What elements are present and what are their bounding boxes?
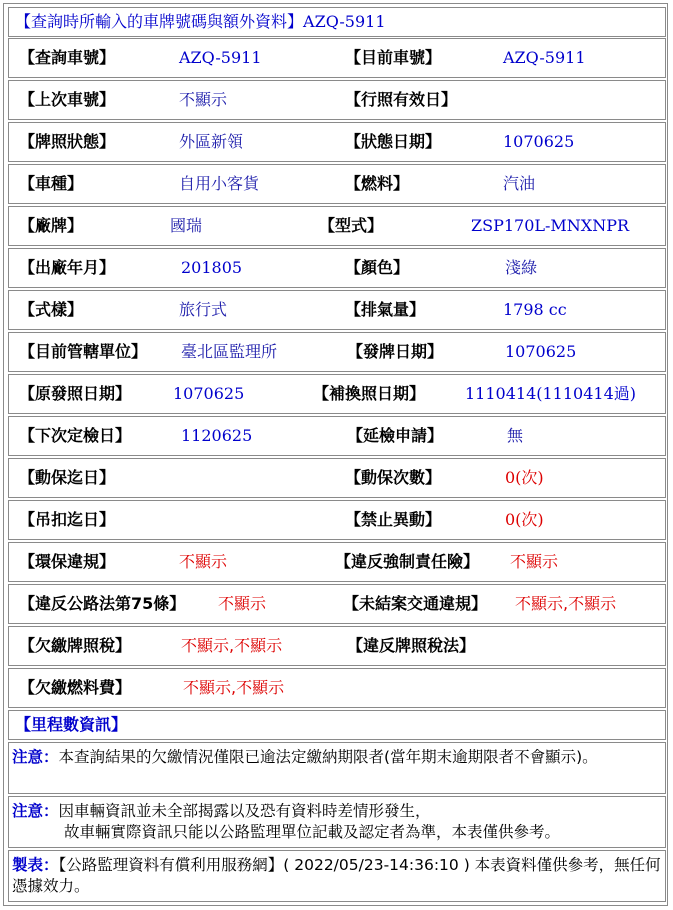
row-query-plate [8, 38, 666, 78]
value-model: ZSP170L-MNXNPR [471, 216, 629, 235]
mileage-section-title: 【里程數資訊】 [15, 715, 128, 734]
note-overdue-text: 本查詢結果的欠繳情況僅限已逾法定繳納期限者(當年期末逾期限者不會顯示)。 [58, 748, 598, 766]
row-suspension-end-date [8, 500, 666, 540]
value-unpaid-license-tax: 不顯示,不顯示 [181, 636, 283, 655]
row-manufacture-date [8, 248, 666, 288]
note-disclaimer-line1: 因車輛資訊並未全部揭露以及恐有資料時差情形發生， [58, 802, 431, 820]
row-brand [8, 206, 666, 246]
note-generated-by-text: 【公路監理資料有償利用服務網】( 2022/05/23-14:36:10 ) 本表資料僅供參考，無任何憑據效力。 [12, 856, 661, 895]
label-model: 【型式】 [319, 216, 384, 235]
row-next-inspection [8, 416, 666, 456]
label-plate-status: 【牌照狀態】 [19, 132, 116, 151]
row-unpaid-license-tax [8, 626, 666, 666]
row-original-issue-date [8, 374, 666, 414]
value-status-date: 1070625 [503, 132, 575, 151]
query-header [8, 7, 666, 37]
value-color: 淺綠 [505, 258, 538, 277]
mileage-section [8, 710, 666, 740]
note-overdue [8, 742, 666, 794]
note-generated-by [8, 850, 666, 902]
value-query-plate: AZQ-5911 [179, 48, 262, 67]
label-license-valid-date: 【行照有效日】 [345, 90, 458, 109]
label-next-inspection: 【下次定檢日】 [19, 426, 132, 445]
value-displacement: 1798 cc [503, 300, 567, 319]
label-suspension-end-date: 【吊扣迄日】 [19, 510, 116, 529]
note-generated-by-label: 製表： [12, 856, 59, 874]
query-header-plate: AZQ-5911 [303, 12, 386, 31]
value-original-issue-date: 1070625 [173, 384, 245, 403]
label-transfer-prohibited: 【禁止異動】 [345, 510, 442, 529]
label-jurisdiction: 【目前管轄單位】 [19, 342, 148, 361]
label-reissue-date: 【補換照日期】 [313, 384, 426, 403]
value-highway-act-violation: 不顯示 [218, 594, 267, 613]
label-body-style: 【式樣】 [19, 300, 84, 319]
value-unpaid-fuel-fee: 不顯示,不顯示 [183, 678, 285, 697]
value-body-style: 旅行式 [179, 300, 228, 319]
label-color: 【顏色】 [345, 258, 410, 277]
label-insurance-violation: 【違反強制責任險】 [335, 552, 480, 571]
label-lien-end-date: 【動保迄日】 [19, 468, 116, 487]
value-plate-status: 外區新領 [179, 132, 244, 151]
value-insurance-violation: 不顯示 [510, 552, 559, 571]
value-transfer-prohibited: 0(次) [505, 510, 544, 529]
note-disclaimer [8, 796, 666, 848]
value-brand: 國瑞 [170, 216, 203, 235]
value-inspection-extension: 無 [507, 426, 524, 445]
label-vehicle-type: 【車種】 [19, 174, 84, 193]
value-environmental-violation: 不顯示 [179, 552, 228, 571]
label-lien-count: 【動保次數】 [345, 468, 442, 487]
label-license-tax-violation: 【違反牌照稅法】 [347, 636, 476, 655]
label-original-issue-date: 【原發照日期】 [19, 384, 132, 403]
row-plate-status [8, 122, 666, 162]
label-previous-plate: 【上次車號】 [19, 90, 116, 109]
label-fuel: 【燃料】 [345, 174, 410, 193]
value-lien-count: 0(次) [505, 468, 544, 487]
label-pending-traffic-violation: 【未結案交通違規】 [343, 594, 488, 613]
row-highway-act-violation [8, 584, 666, 624]
note-overdue-label: 注意： [12, 748, 59, 766]
value-pending-traffic-violation: 不顯示,不顯示 [515, 594, 617, 613]
label-current-plate: 【目前車號】 [345, 48, 442, 67]
value-fuel: 汽油 [503, 174, 536, 193]
label-highway-act-violation: 【違反公路法第75條】 [19, 594, 186, 613]
row-unpaid-fuel-fee [8, 668, 666, 708]
query-header-title: 【查詢時所輸入的車牌號碼與額外資料】 [15, 12, 304, 31]
row-previous-plate [8, 80, 666, 120]
label-environmental-violation: 【環保違規】 [19, 552, 116, 571]
value-next-inspection: 1120625 [181, 426, 253, 445]
row-vehicle-type [8, 164, 666, 204]
row-environmental-violation [8, 542, 666, 582]
value-manufacture-date: 201805 [181, 258, 243, 277]
row-jurisdiction [8, 332, 666, 372]
note-disclaimer-line2: 故車輛實際資訊只能以公路監理單位記載及認定者為準，本表僅供參考。 [64, 823, 561, 841]
value-plate-issue-date: 1070625 [505, 342, 577, 361]
value-jurisdiction: 臺北區監理所 [181, 342, 278, 361]
label-brand: 【廠牌】 [19, 216, 84, 235]
value-current-plate: AZQ-5911 [503, 48, 586, 67]
label-inspection-extension: 【延檢申請】 [347, 426, 444, 445]
value-reissue-date: 1110414(1110414過) [465, 384, 637, 403]
label-unpaid-fuel-fee: 【欠繳燃料費】 [19, 678, 132, 697]
value-vehicle-type: 自用小客貨 [179, 174, 260, 193]
row-body-style [8, 290, 666, 330]
label-status-date: 【狀態日期】 [345, 132, 442, 151]
label-unpaid-license-tax: 【欠繳牌照稅】 [19, 636, 132, 655]
note-disclaimer-label: 注意： [12, 802, 59, 820]
value-previous-plate: 不顯示 [179, 90, 228, 109]
row-lien-end-date [8, 458, 666, 498]
label-displacement: 【排氣量】 [345, 300, 426, 319]
label-manufacture-date: 【出廠年月】 [19, 258, 116, 277]
label-plate-issue-date: 【發牌日期】 [347, 342, 444, 361]
label-query-plate: 【查詢車號】 [19, 48, 116, 67]
